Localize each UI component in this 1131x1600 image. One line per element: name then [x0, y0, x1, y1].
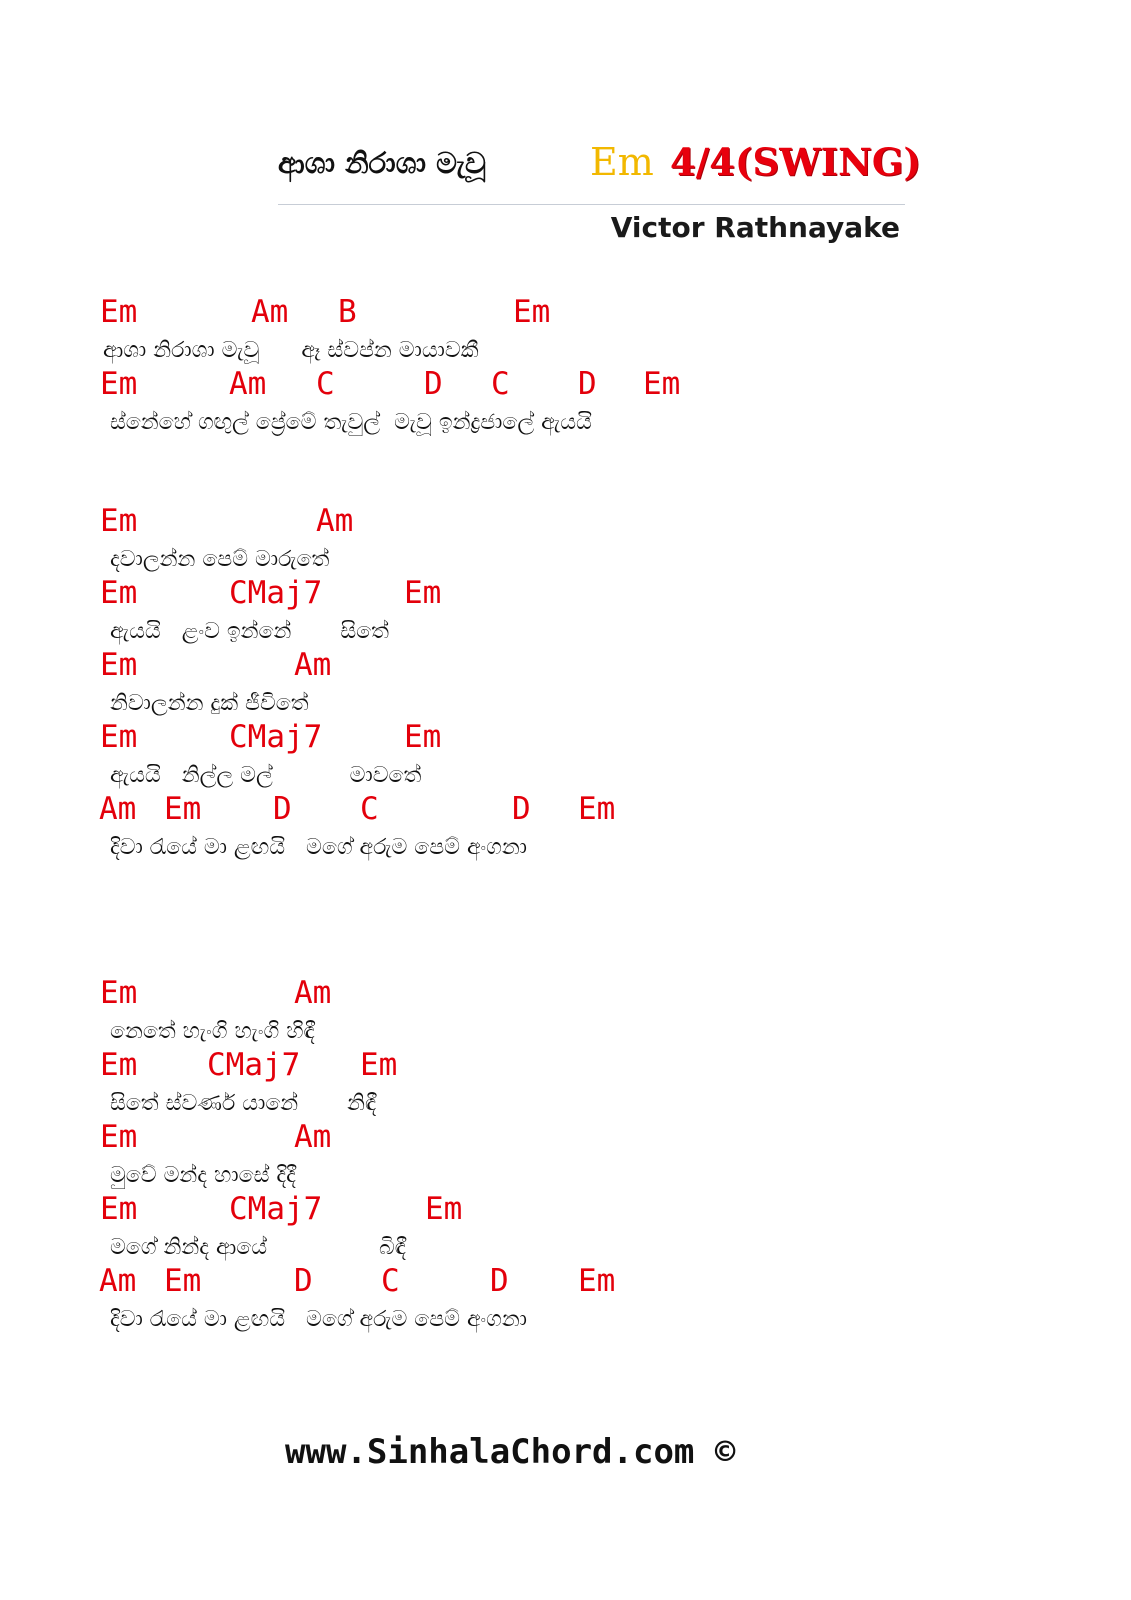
chord: Am — [99, 1263, 137, 1299]
chord: Em — [404, 575, 442, 611]
chord: Em — [513, 294, 551, 330]
lyric-line: ආශා නිරාශා මැවූ ඈ ස්වප්න මායාවකී — [103, 338, 479, 363]
chord: Em — [164, 1263, 202, 1299]
chord: Em — [100, 1047, 138, 1083]
lyric-line: දිවා රැයේ මා ළඟයි මගේ අරුම පෙම් අංගනා — [103, 835, 527, 860]
chord: Em — [100, 1191, 138, 1227]
chord: Em — [404, 719, 442, 755]
chord: C — [381, 1263, 400, 1299]
title-divider — [278, 204, 905, 205]
chord-line — [0, 647, 1131, 683]
chord: D — [512, 791, 531, 827]
chord: Am — [251, 294, 289, 330]
chord-line — [0, 1263, 1131, 1299]
time-signature: 4/4(SWING) — [670, 140, 922, 184]
chord: Am — [294, 975, 332, 1011]
chord: Em — [578, 1263, 616, 1299]
artist-name: Victor Rathnayake — [610, 211, 900, 244]
song-key: Em — [590, 140, 654, 184]
chord: Am — [316, 503, 354, 539]
lyric-line: මගේ නින්ද ආයේ බිඳී — [103, 1235, 406, 1260]
chord-line — [0, 503, 1131, 539]
lyric-line: ඇයයි ළංව ඉන්නේ සිතේ — [103, 619, 389, 644]
chord: Em — [100, 719, 138, 755]
chord-line — [0, 791, 1131, 827]
chord: Em — [100, 503, 138, 539]
chord-line — [0, 1047, 1131, 1083]
lyric-line: ස්නේහේ ගඟුල් ප්‍රේමේ තැවුල් මැවූ ඉන්ද්‍රජාලේ ඇයයි — [103, 410, 592, 435]
chord: Em — [164, 791, 202, 827]
lyric-line: මුවේ මන්ද හාසේ දිදී — [103, 1163, 296, 1188]
chord: CMaj7 — [207, 1047, 301, 1083]
lyric-line: සිතේ ස්වර්ණ යානේ නිඳී — [103, 1091, 377, 1116]
lyric-line: දිවා රැයේ මා ළඟයි මගේ අරුම පෙම් අංගනා — [103, 1307, 527, 1332]
chord: Am — [229, 366, 267, 402]
chord: Em — [100, 575, 138, 611]
chord: Am — [294, 1119, 332, 1155]
song-title: ආශා නිරාශා මැවූ — [278, 146, 486, 180]
chord: Am — [99, 791, 137, 827]
chord: CMaj7 — [229, 1191, 323, 1227]
chord: D — [294, 1263, 313, 1299]
chord: C — [360, 791, 379, 827]
site-watermark: www.SinhalaChord.com © — [285, 1432, 736, 1472]
lyric-line: දවාලන්න පෙම් මාරුතේ — [103, 547, 330, 572]
chord-line — [0, 366, 1131, 402]
chord-line — [0, 1191, 1131, 1227]
chord-line — [0, 575, 1131, 611]
chord-line — [0, 719, 1131, 755]
chord: Em — [360, 1047, 398, 1083]
chord: Em — [100, 975, 138, 1011]
chord: D — [578, 366, 597, 402]
title-row — [0, 136, 922, 196]
chord: B — [338, 294, 357, 330]
chord: Em — [100, 294, 138, 330]
chord: Em — [100, 647, 138, 683]
chord: Em — [100, 366, 138, 402]
chord-line — [0, 294, 1131, 330]
chord: Am — [294, 647, 332, 683]
chord: CMaj7 — [229, 719, 323, 755]
lyric-line: නෙතේ හැංගි හැංගි හිඳී — [103, 1019, 315, 1044]
chord: D — [490, 1263, 509, 1299]
chord: C — [316, 366, 335, 402]
chord: D — [273, 791, 292, 827]
lyric-line: ඇයයි නිල්ල මල් මාවතේ — [103, 763, 422, 788]
chord: C — [491, 366, 510, 402]
chord: Em — [643, 366, 681, 402]
chord: Em — [425, 1191, 463, 1227]
chord: CMaj7 — [229, 575, 323, 611]
chord-line — [0, 975, 1131, 1011]
chord-line — [0, 1119, 1131, 1155]
chord: Em — [100, 1119, 138, 1155]
chord: D — [424, 366, 443, 402]
chord: Em — [578, 791, 616, 827]
lyric-line: නිවාලන්න දුක් ජීවිතේ — [103, 691, 309, 716]
